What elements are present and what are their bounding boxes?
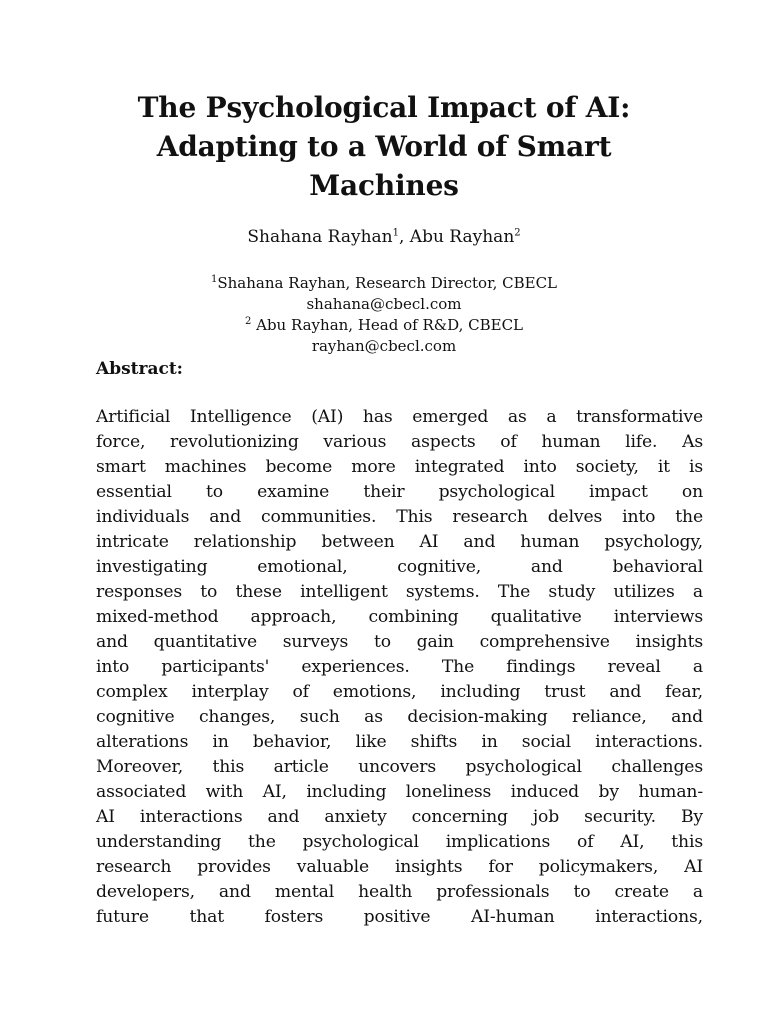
- abstract-line: alterations in behavior, like shifts in social interactions.: [96, 732, 703, 752]
- abstract-line: essential to examine their psychological impact on: [96, 482, 703, 502]
- affiliation-text: Abu Rayhan, Head of R&D, CBECL: [251, 316, 524, 334]
- abstract-line: developers, and mental health professionals to create a: [96, 882, 703, 902]
- title-line-1: The Psychological Impact of AI:: [137, 91, 631, 124]
- author-list: [0, 226, 768, 248]
- abstract-line: investigating emotional, cognitive, and behavioral: [96, 557, 703, 577]
- author-separator: ,: [398, 227, 410, 247]
- abstract-line: Moreover, this article uncovers psychological challenges: [96, 757, 703, 777]
- abstract-line: force, revolutionizing various aspects of human life. As: [96, 432, 703, 452]
- abstract-line: complex interplay of emotions, including trust and fear,: [96, 682, 703, 702]
- affiliation-1: [0, 273, 768, 294]
- author-name: Shahana Rayhan: [247, 227, 393, 247]
- abstract-line: associated with AI, including loneliness induced by human-: [96, 782, 703, 802]
- abstract-heading: Abstract:: [96, 359, 183, 379]
- abstract-line: intricate relationship between AI and human psychology,: [96, 532, 703, 552]
- affiliation-text: Shahana Rayhan, Research Director, CBECL: [217, 274, 558, 292]
- abstract-line: Artificial Intelligence (AI) has emerged as a transformative: [96, 407, 703, 427]
- author-superscript: 2: [514, 227, 521, 239]
- abstract-line: understanding the psychological implications of AI, this: [96, 832, 703, 852]
- abstract-line: into participants' experiences. The findings reveal a: [96, 657, 703, 677]
- abstract-line: cognitive changes, such as decision-making reliance, and: [96, 707, 703, 727]
- affiliation-email-1: shahana@cbecl.com: [306, 295, 462, 313]
- title-line-3: Machines: [309, 169, 459, 202]
- abstract-line: AI interactions and anxiety concerning job security. By: [96, 807, 703, 827]
- abstract-body: [96, 405, 703, 930]
- abstract-line: research provides valuable insights for policymakers, AI: [96, 857, 703, 877]
- affiliation-superscript: 2: [244, 316, 252, 327]
- paper-title: [120, 88, 648, 205]
- abstract-line: mixed-method approach, combining qualitative interviews: [96, 607, 703, 627]
- abstract-line: future that fosters positive AI-human interactions,: [96, 907, 703, 927]
- affiliation-superscript: 1: [210, 274, 218, 285]
- author-name: Abu Rayhan: [409, 227, 515, 247]
- title-line-2: Adapting to a World of Smart: [156, 130, 612, 163]
- affiliation-email-2: rayhan@cbecl.com: [311, 337, 457, 355]
- abstract-line: smart machines become more integrated into society, it is: [96, 457, 703, 477]
- abstract-line: individuals and communities. This research delves into the: [96, 507, 703, 527]
- author-superscript: 1: [392, 227, 399, 239]
- abstract-line: responses to these intelligent systems. The study utilizes a: [96, 582, 703, 602]
- affiliation-2: [0, 315, 768, 336]
- abstract-line: and quantitative surveys to gain comprehensive insights: [96, 632, 703, 652]
